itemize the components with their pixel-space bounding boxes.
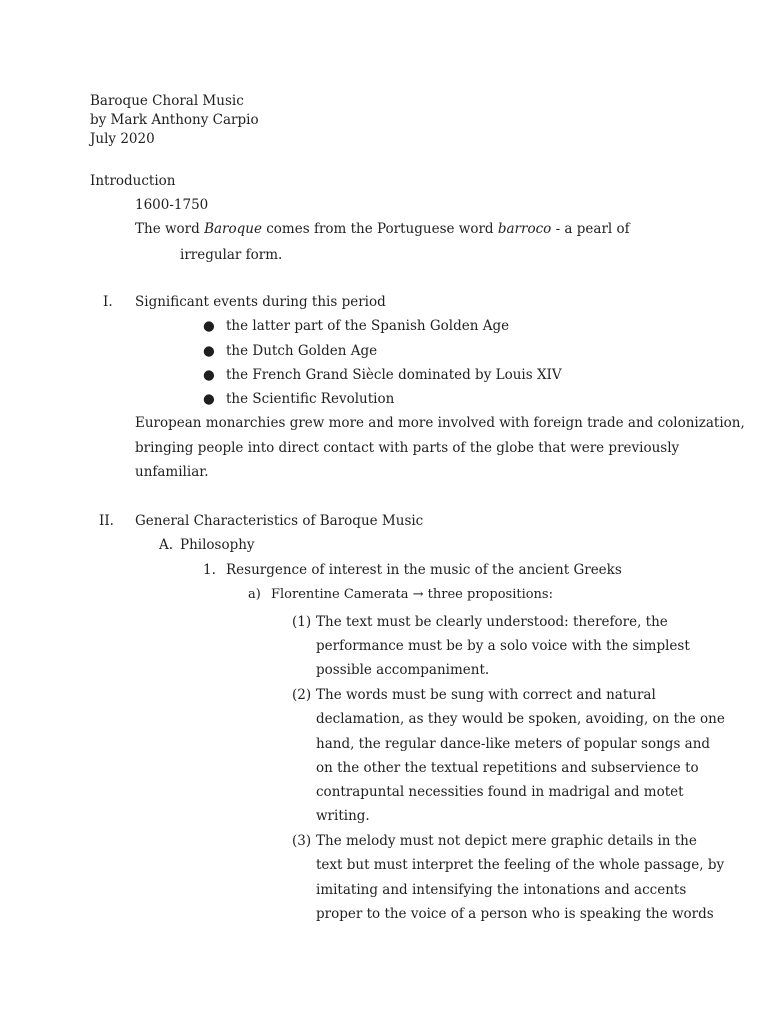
introduction-heading: Introduction xyxy=(90,173,176,189)
item-a-text: Florentine Camerata → three propositions: xyxy=(271,587,553,602)
item-a-label: a) xyxy=(248,587,261,602)
proposition-line: The melody must not depict mere graphic details in the xyxy=(316,833,697,849)
item-1-text: Resurgence of interest in the music of the ancient Greeks xyxy=(226,562,622,578)
document-author: by Mark Anthony Carpio xyxy=(90,112,259,128)
proposition-line: possible accompaniment. xyxy=(316,662,490,678)
bullet-icon: ● xyxy=(203,318,215,334)
section-1-numeral: I. xyxy=(103,294,113,310)
bullet-icon: ● xyxy=(203,391,215,407)
bullet-item: the Scientific Revolution xyxy=(226,391,395,407)
proposition-line: The words must be sung with correct and natural xyxy=(316,687,656,703)
introduction-word-line xyxy=(135,220,630,238)
proposition-label: (3) xyxy=(292,833,312,849)
proposition-line: writing. xyxy=(316,808,370,824)
document-title: Baroque Choral Music xyxy=(90,93,244,109)
proposition-line: imitating and intensifying the intonations and accents xyxy=(316,882,687,898)
bullet-item: the Dutch Golden Age xyxy=(226,343,378,359)
item-1-label: 1. xyxy=(203,562,216,578)
word-text-1: The word xyxy=(135,221,205,237)
proposition-label: (1) xyxy=(292,614,312,630)
proposition-label: (2) xyxy=(292,687,312,703)
proposition-line: on the other the textual repetitions and subservience to xyxy=(316,760,699,776)
word-baroque: Baroque xyxy=(204,221,262,237)
paragraph-line: European monarchies grew more and more involved with foreign trade and colonization, xyxy=(135,415,745,431)
sub-a-title: Philosophy xyxy=(180,537,255,553)
introduction-word-continuation: irregular form. xyxy=(180,247,283,263)
introduction-years: 1600-1750 xyxy=(135,197,209,213)
paragraph-line: unfamiliar. xyxy=(135,464,209,480)
proposition-line: proper to the voice of a person who is speaking the words xyxy=(316,906,714,922)
word-text-2: comes from the Portuguese word xyxy=(261,221,498,237)
bullet-icon: ● xyxy=(203,367,215,383)
bullet-item: the French Grand Siècle dominated by Louis XIV xyxy=(226,367,562,383)
bullet-item: the latter part of the Spanish Golden Age xyxy=(226,318,510,334)
word-text-3: - a pearl of xyxy=(551,221,630,237)
proposition-line: declamation, as they would be spoken, avoiding, on the one xyxy=(316,711,725,727)
proposition-line: hand, the regular dance-like meters of popular songs and xyxy=(316,736,711,752)
section-2-numeral: II. xyxy=(99,513,114,529)
section-1-heading: Significant events during this period xyxy=(135,294,386,310)
sub-a-label: A. xyxy=(159,537,174,553)
proposition-line: text but must interpret the feeling of the whole passage, by xyxy=(316,857,725,873)
section-2-heading: General Characteristics of Baroque Music xyxy=(135,513,424,529)
proposition-line: performance must be by a solo voice with the simplest xyxy=(316,638,690,654)
word-barroco: barroco xyxy=(497,221,552,237)
proposition-line: contrapuntal necessities found in madrigal and motet xyxy=(316,784,684,800)
proposition-line: The text must be clearly understood: therefore, the xyxy=(316,614,668,630)
document-date: July 2020 xyxy=(90,131,155,147)
bullet-icon: ● xyxy=(203,343,215,359)
paragraph-line: bringing people into direct contact with parts of the globe that were previously xyxy=(135,440,680,456)
